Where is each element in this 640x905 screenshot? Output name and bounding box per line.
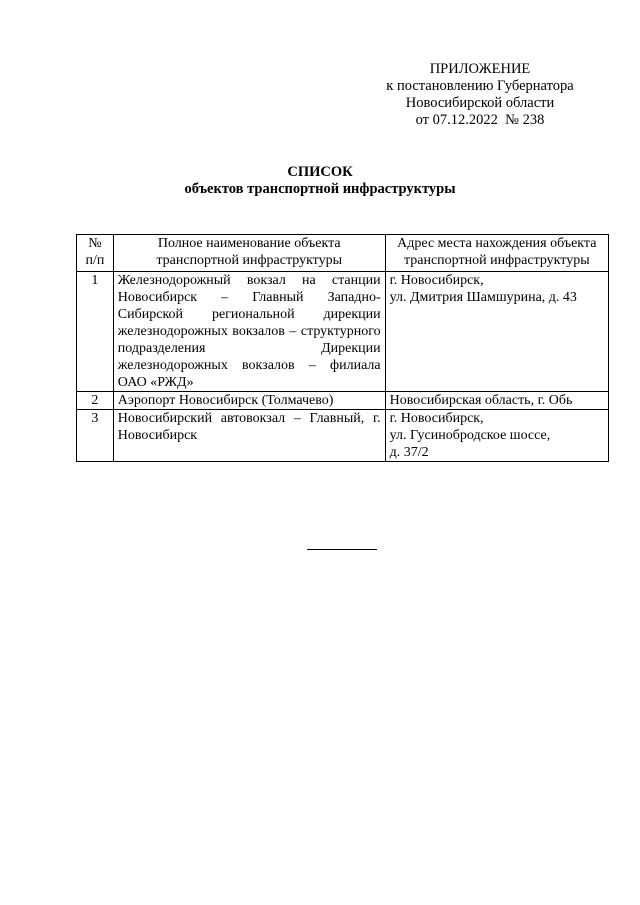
row-address: [385, 272, 608, 392]
annex-label: ПРИЛОЖЕНИЕ: [429, 61, 531, 77]
address-line: г. Новосибирск,: [389, 411, 484, 426]
document-title: [0, 164, 640, 198]
header-address: Адрес места нахождения объекта транспортной инфраструктуры: [385, 235, 608, 272]
annex-date-number: от 07.12.2022 № 238: [415, 112, 545, 128]
annex-header: [360, 61, 600, 129]
row-name: Аэропорт Новосибирск (Толмачево): [113, 392, 385, 410]
annex-resolution: к постановлению Губернатора: [386, 78, 574, 94]
address-line: Новосибирская область, г. Обь: [389, 393, 573, 408]
row-num: 3: [77, 410, 114, 462]
annex-region: Новосибирской области: [405, 95, 555, 111]
header-name: Полное наименование объекта транспортной инфраструктуры: [113, 235, 385, 272]
row-num: 2: [77, 392, 114, 410]
row-name: Железнодорожный вокзал на станции Новосибирск – Главный Западно-Сибирской региональной дирекции железнодорожных вокзалов – структурного подразделения Дирекции железнодорожных вокзалов – филиала ОАО «РЖД»: [113, 272, 385, 392]
row-name: Новосибирский автовокзал – Главный, г. Новосибирск: [113, 410, 385, 462]
end-of-document-line: [307, 549, 377, 550]
infrastructure-table: [76, 234, 609, 462]
title-subheading: объектов транспортной инфраструктуры: [184, 181, 456, 197]
address-line: ул. Гусинобродское шоссе,: [389, 428, 551, 443]
address-line: д. 37/2: [389, 445, 429, 460]
row-num: 1: [77, 272, 114, 392]
header-num: № п/п: [77, 235, 114, 272]
address-line: ул. Дмитрия Шамшурина, д. 43: [389, 290, 577, 305]
address-line: г. Новосибирск,: [389, 273, 484, 288]
table-row: [77, 392, 609, 410]
title-heading: СПИСОК: [287, 164, 353, 180]
row-address: [385, 392, 608, 410]
table-row: [77, 272, 609, 392]
table-row: [77, 410, 609, 462]
table-header-row: [77, 235, 609, 272]
row-address: [385, 410, 608, 462]
